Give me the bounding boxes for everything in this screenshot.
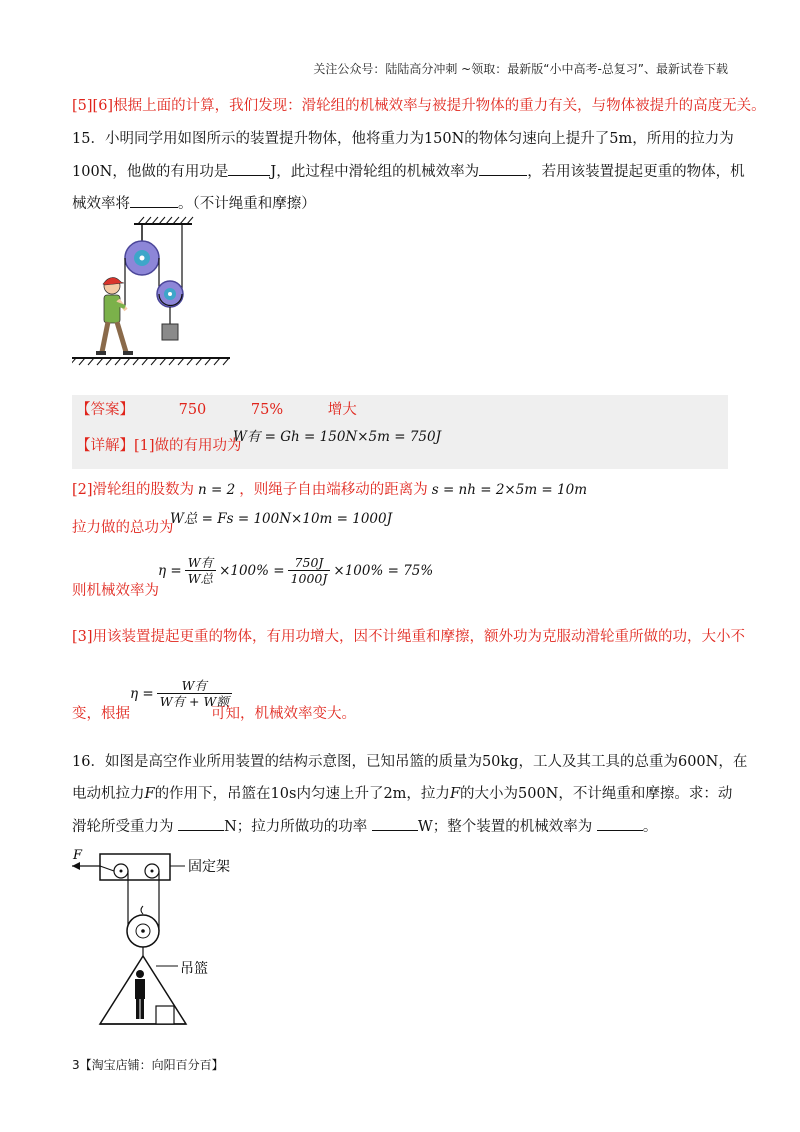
q15-text-a: 100N，他做的有用功是	[72, 164, 229, 180]
page-footer	[72, 1056, 224, 1073]
q15-text-b: J，此过程中滑轮组的机械效率为	[270, 164, 480, 180]
total-work-text: 拉力做的总功为	[72, 520, 174, 536]
q16-blank-2[interactable]	[372, 816, 418, 831]
answer-15	[76, 400, 357, 420]
equation-distance: s = nh = 2×5m = 10m	[431, 482, 588, 498]
detail-2-text-b: ，则绳子自由端移动的距离为	[239, 482, 428, 498]
q16-text-f: W；整个装置的机械效率为	[417, 819, 597, 835]
q15-text-d: 械效率将	[72, 196, 130, 212]
detail-3-line2b: 可知，机械效率变大。	[211, 706, 356, 722]
answer-value-2: 75%	[250, 402, 284, 418]
page-header: 关注公众号：陆陆高分冲刺 ~领取：最新版“小中高考-总复习”、最新试卷下载	[313, 62, 728, 76]
q16-text-d: 滑轮所受重力为	[72, 819, 179, 835]
footer-text: 【淘宝店铺：向阳百分百】	[79, 1058, 224, 1072]
q15-text-c: ，若用该装置提起更重的物体，机	[527, 164, 745, 180]
q16-blank-3[interactable]	[597, 816, 643, 831]
q16-text-c: 的大小为500N，不计绳重和摩擦。求：动	[460, 786, 733, 802]
q15-line1: 15．小明同学用如图所示的装置提升物体，他将重力为150N的物体匀速向上提升了5m，所用的拉力为	[72, 131, 734, 147]
eff-den-1: W总	[187, 571, 214, 586]
q15-blank-3[interactable]	[130, 193, 178, 208]
eff-num-2: 750J	[288, 555, 331, 571]
q16-F-symbol: F	[144, 786, 155, 802]
pulley-figure-15	[72, 212, 237, 374]
eff-fraction-1	[185, 555, 216, 586]
q16-text-a: 电动机拉力	[72, 786, 145, 802]
detail-label: 【详解】[1]做的有用功为	[76, 438, 242, 454]
q15-blank-2[interactable]	[479, 161, 527, 176]
answer-value-3: 增大	[327, 402, 357, 418]
label-fixed-frame: 固定架	[188, 859, 230, 875]
q16-text-e: N；拉力所做功的功率	[224, 819, 372, 835]
detail-2-text: [2]滑轮组的股数为	[72, 482, 195, 498]
s3-eta: η =	[130, 685, 154, 702]
q16-line2	[72, 784, 732, 804]
equation-useful-work: W有 = Gh = 150N×5m = 750J	[233, 429, 441, 445]
efficiency-text: 则机械效率为	[72, 583, 159, 599]
eff-fraction-2	[288, 555, 331, 586]
q16-blank-1[interactable]	[178, 816, 224, 831]
equation-efficiency	[158, 555, 433, 586]
q15-blank-1[interactable]	[228, 161, 270, 176]
q16-text-g: 。	[642, 819, 658, 835]
eff-num-1: W有	[185, 555, 216, 571]
detail-3: [3]用该装置提起更重的物体，有用功增大，因不计绳重和摩擦，额外功为克服动滑轮重所做的功，大小不	[72, 629, 746, 645]
page-number: 3	[72, 1058, 80, 1072]
detail-3-line2a: 变，根据	[72, 706, 130, 722]
label-basket: 吊篮	[180, 961, 208, 977]
equation-total-work: W总 = Fs = 100N×10m = 1000J	[170, 511, 392, 527]
total-work-line	[72, 518, 174, 538]
q16-line3	[72, 816, 657, 837]
eff-end: ×100% = 75%	[333, 562, 434, 579]
answer-value-1: 750	[178, 402, 207, 418]
q15-line3	[72, 193, 316, 214]
label-F: F	[73, 848, 83, 863]
detail-1	[76, 436, 242, 456]
q16-text-b: 的作用下，吊篮在10s内匀速上升了2m，拉力	[154, 786, 450, 802]
equation-n: n = 2	[198, 482, 236, 498]
q15-text-e: 。（不计绳重和摩擦）	[178, 196, 316, 212]
eff-mid: ×100% =	[219, 562, 285, 579]
q16-F-symbol-2: F	[449, 786, 460, 802]
q15-line2	[72, 161, 745, 182]
detail-2	[72, 480, 587, 500]
eff-den-2: 1000J	[290, 571, 328, 586]
s3-den: W有 + W额	[159, 694, 229, 709]
eff-eta: η =	[158, 562, 182, 579]
pulley-figure-16	[70, 846, 290, 1026]
intro-note: [5][6]根据上面的计算，我们发现：滑轮组的机械效率与被提升物体的重力有关，与物体被提升的高度无关。	[72, 98, 766, 114]
q16-line1: 16．如图是高空作业所用装置的结构示意图，已知吊篮的质量为50kg，工人及其工具的总重为600N，在	[72, 754, 748, 770]
answer-label: 【答案】	[76, 402, 134, 418]
s3-num: W有	[157, 678, 232, 694]
